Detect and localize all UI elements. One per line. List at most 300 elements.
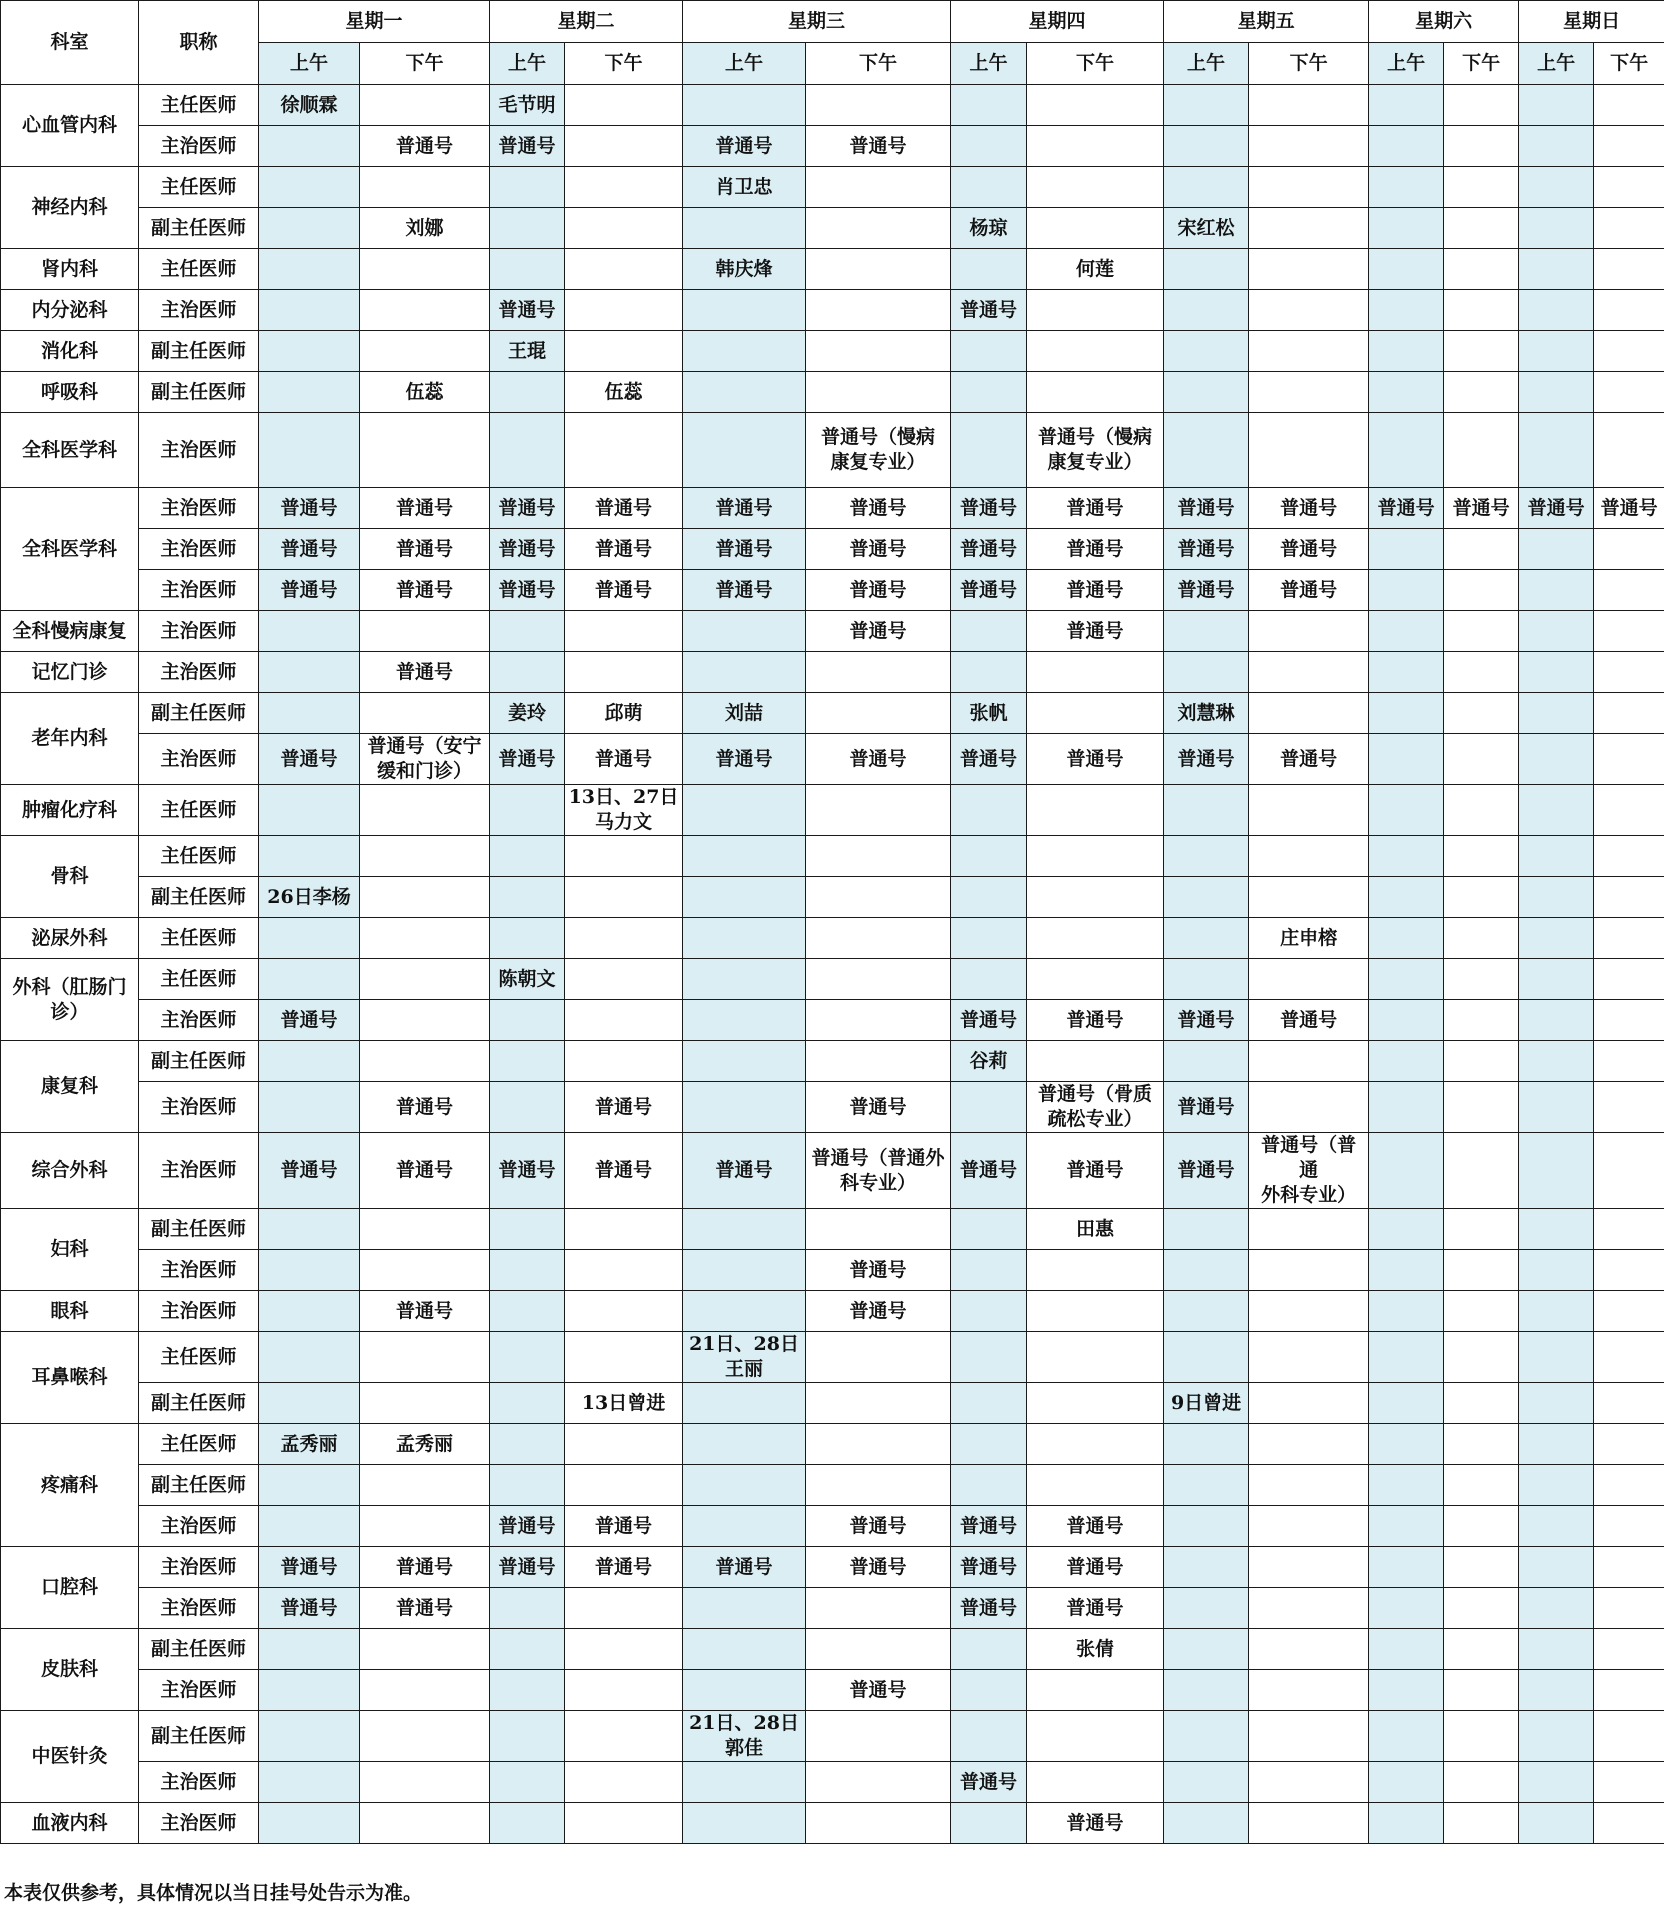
morning-slot-cell: 21日、28日 王丽 (683, 1332, 806, 1383)
table-row (1, 413, 1664, 488)
afternoon-slot-cell (565, 836, 683, 877)
doctor-title-cell: 主治医师 (139, 1082, 259, 1133)
afternoon-slot-cell: 普通号 (806, 570, 951, 611)
afternoon-slot-cell (806, 1383, 951, 1424)
afternoon-header: 下午 (806, 43, 951, 85)
morning-slot-cell (1519, 331, 1594, 372)
afternoon-slot-cell (1594, 126, 1664, 167)
morning-slot-cell (1519, 1629, 1594, 1670)
morning-slot-cell (1369, 734, 1444, 785)
morning-slot-cell (490, 1209, 565, 1250)
morning-slot-cell (683, 85, 806, 126)
morning-slot-cell: 杨琼 (951, 208, 1027, 249)
table-row (1, 570, 1664, 611)
morning-slot-cell (1369, 126, 1444, 167)
afternoon-slot-cell (1027, 85, 1164, 126)
afternoon-slot-cell: 普通号 (1027, 611, 1164, 652)
morning-slot-cell (259, 1291, 360, 1332)
afternoon-slot-cell (1027, 1291, 1164, 1332)
doctor-title-cell: 主治医师 (139, 1133, 259, 1209)
afternoon-slot-cell (806, 1000, 951, 1041)
morning-slot-cell (1519, 1332, 1594, 1383)
afternoon-slot-cell: 普通号 (806, 1670, 951, 1711)
table-row (1, 85, 1664, 126)
morning-slot-cell (1164, 1711, 1249, 1762)
doctor-title-cell: 主任医师 (139, 167, 259, 208)
afternoon-slot-cell (1444, 1383, 1519, 1424)
morning-slot-cell: 普通号 (951, 1506, 1027, 1547)
morning-slot-cell (490, 836, 565, 877)
afternoon-slot-cell: 普通号 (1027, 734, 1164, 785)
morning-slot-cell (1164, 85, 1249, 126)
afternoon-slot-cell (1444, 1332, 1519, 1383)
afternoon-slot-cell (1249, 959, 1369, 1000)
morning-slot-cell (490, 1250, 565, 1291)
morning-slot-cell (951, 1670, 1027, 1711)
afternoon-slot-cell (360, 1506, 490, 1547)
department-cell: 泌尿外科 (1, 918, 139, 959)
afternoon-slot-cell (1027, 1424, 1164, 1465)
morning-slot-cell (490, 1383, 565, 1424)
table-row (1, 1670, 1664, 1711)
doctor-title-cell: 主任医师 (139, 836, 259, 877)
doctor-title-cell: 主治医师 (139, 611, 259, 652)
afternoon-slot-cell (1594, 372, 1664, 413)
morning-slot-cell (1369, 290, 1444, 331)
morning-slot-cell (1369, 529, 1444, 570)
morning-slot-cell (1164, 1332, 1249, 1383)
morning-slot-cell (1519, 1670, 1594, 1711)
table-row (1, 785, 1664, 836)
afternoon-slot-cell (360, 1250, 490, 1291)
afternoon-slot-cell (1594, 1629, 1664, 1670)
afternoon-slot-cell (360, 1711, 490, 1762)
morning-slot-cell: 普通号 (683, 1547, 806, 1588)
morning-slot-cell: 普通号 (490, 1133, 565, 1209)
morning-slot-cell (951, 126, 1027, 167)
afternoon-slot-cell (1594, 1670, 1664, 1711)
morning-slot-cell (683, 372, 806, 413)
morning-slot-cell (259, 331, 360, 372)
morning-slot-cell: 普通号 (683, 734, 806, 785)
afternoon-slot-cell (1249, 413, 1369, 488)
morning-slot-cell: 普通号 (490, 529, 565, 570)
afternoon-slot-cell: 普通号 (1249, 529, 1369, 570)
doctor-title-cell: 主治医师 (139, 1803, 259, 1844)
morning-slot-cell (1519, 836, 1594, 877)
afternoon-slot-cell (1594, 785, 1664, 836)
morning-slot-cell: 普通号 (1164, 570, 1249, 611)
morning-slot-cell: 普通号 (1164, 529, 1249, 570)
afternoon-slot-cell (1594, 611, 1664, 652)
afternoon-slot-cell (1594, 1383, 1664, 1424)
morning-slot-cell (951, 1332, 1027, 1383)
doctor-title-cell: 副主任医师 (139, 1209, 259, 1250)
afternoon-slot-cell: 普通号 (806, 1250, 951, 1291)
afternoon-slot-cell: 普通号（骨质 疏松专业） (1027, 1082, 1164, 1133)
afternoon-slot-cell (1594, 1082, 1664, 1133)
doctor-title-cell: 副主任医师 (139, 1041, 259, 1082)
afternoon-slot-cell: 普通号 (1027, 1506, 1164, 1547)
morning-slot-cell (259, 208, 360, 249)
morning-slot-cell (951, 611, 1027, 652)
afternoon-slot-cell (1444, 1000, 1519, 1041)
afternoon-slot-cell (1594, 836, 1664, 877)
morning-slot-cell (1519, 167, 1594, 208)
table-row (1, 1332, 1664, 1383)
morning-slot-cell: 谷莉 (951, 1041, 1027, 1082)
afternoon-slot-cell (1027, 836, 1164, 877)
table-row (1, 208, 1664, 249)
morning-slot-cell (259, 1209, 360, 1250)
afternoon-slot-cell (1027, 1041, 1164, 1082)
afternoon-slot-cell (565, 1465, 683, 1506)
afternoon-slot-cell (1444, 1465, 1519, 1506)
afternoon-slot-cell (360, 1670, 490, 1711)
day-header: 星期二 (490, 1, 683, 43)
afternoon-slot-cell (806, 785, 951, 836)
afternoon-slot-cell (1444, 1041, 1519, 1082)
afternoon-slot-cell (806, 290, 951, 331)
afternoon-slot-cell: 普通号 (1249, 734, 1369, 785)
afternoon-slot-cell (1594, 331, 1664, 372)
afternoon-slot-cell (1444, 734, 1519, 785)
afternoon-slot-cell: 普通号 (1027, 570, 1164, 611)
table-row (1, 836, 1664, 877)
morning-slot-cell (683, 331, 806, 372)
afternoon-slot-cell: 邱萌 (565, 693, 683, 734)
afternoon-slot-cell (1027, 372, 1164, 413)
morning-slot-cell: 普通号 (951, 1133, 1027, 1209)
morning-slot-cell (1519, 959, 1594, 1000)
morning-slot-cell: 王琨 (490, 331, 565, 372)
afternoon-slot-cell (806, 693, 951, 734)
afternoon-slot-cell (360, 167, 490, 208)
afternoon-slot-cell (1594, 652, 1664, 693)
morning-slot-cell (259, 372, 360, 413)
morning-slot-cell (1519, 1250, 1594, 1291)
afternoon-slot-cell (1249, 785, 1369, 836)
afternoon-slot-cell (1249, 1803, 1369, 1844)
morning-slot-cell (951, 1711, 1027, 1762)
morning-slot-cell (683, 1000, 806, 1041)
morning-header: 上午 (951, 43, 1027, 85)
afternoon-slot-cell (1027, 652, 1164, 693)
afternoon-slot-cell: 张倩 (1027, 1629, 1164, 1670)
morning-slot-cell (1519, 1133, 1594, 1209)
morning-slot-cell (1519, 1547, 1594, 1588)
morning-slot-cell (1369, 785, 1444, 836)
morning-slot-cell: 普通号 (683, 529, 806, 570)
morning-slot-cell (1369, 413, 1444, 488)
department-cell: 消化科 (1, 331, 139, 372)
morning-slot-cell: 普通号 (1369, 488, 1444, 529)
afternoon-slot-cell (1594, 693, 1664, 734)
afternoon-slot-cell (1594, 1291, 1664, 1332)
table-row (1, 1762, 1664, 1803)
morning-slot-cell: 普通号 (683, 570, 806, 611)
morning-slot-cell (683, 959, 806, 1000)
afternoon-slot-cell: 普通号 (806, 734, 951, 785)
morning-slot-cell (490, 413, 565, 488)
morning-slot-cell (259, 785, 360, 836)
morning-slot-cell (1369, 1082, 1444, 1133)
afternoon-slot-cell (360, 877, 490, 918)
doctor-title-cell: 副主任医师 (139, 693, 259, 734)
afternoon-slot-cell (360, 611, 490, 652)
table-row (1, 1465, 1664, 1506)
afternoon-slot-cell (1444, 652, 1519, 693)
doctor-title-cell: 主治医师 (139, 488, 259, 529)
afternoon-slot-cell: 普通号 (565, 734, 683, 785)
morning-slot-cell (683, 1041, 806, 1082)
afternoon-slot-cell (1594, 918, 1664, 959)
morning-slot-cell (1164, 1250, 1249, 1291)
afternoon-slot-cell (1444, 693, 1519, 734)
morning-slot-cell (951, 413, 1027, 488)
afternoon-slot-cell (806, 167, 951, 208)
doctor-title-cell: 副主任医师 (139, 208, 259, 249)
afternoon-slot-cell (1594, 1465, 1664, 1506)
morning-slot-cell (1369, 918, 1444, 959)
table-row (1, 1547, 1664, 1588)
afternoon-slot-cell (806, 1803, 951, 1844)
department-cell: 肿瘤化疗科 (1, 785, 139, 836)
afternoon-slot-cell (1594, 1332, 1664, 1383)
department-cell: 神经内科 (1, 167, 139, 249)
morning-slot-cell (490, 1291, 565, 1332)
afternoon-slot-cell (1594, 570, 1664, 611)
afternoon-slot-cell (565, 1424, 683, 1465)
afternoon-slot-cell: 普通号 (565, 1133, 683, 1209)
morning-slot-cell: 普通号 (1519, 488, 1594, 529)
morning-slot-cell (490, 1332, 565, 1383)
morning-slot-cell (951, 959, 1027, 1000)
afternoon-header: 下午 (1249, 43, 1369, 85)
morning-slot-cell (683, 836, 806, 877)
afternoon-slot-cell (1444, 290, 1519, 331)
morning-slot-cell: 普通号 (1164, 734, 1249, 785)
morning-slot-cell: 普通号 (259, 570, 360, 611)
afternoon-slot-cell (806, 877, 951, 918)
morning-slot-cell: 普通号 (683, 488, 806, 529)
afternoon-slot-cell: 普通号 (1444, 488, 1519, 529)
morning-slot-cell (259, 1082, 360, 1133)
morning-slot-cell (490, 208, 565, 249)
morning-slot-cell (1369, 331, 1444, 372)
afternoon-slot-cell (1444, 959, 1519, 1000)
morning-slot-cell (951, 1250, 1027, 1291)
afternoon-slot-cell: 普通号 (1249, 1000, 1369, 1041)
doctor-title-cell: 主治医师 (139, 1762, 259, 1803)
morning-slot-cell (1519, 1209, 1594, 1250)
afternoon-slot-cell (360, 290, 490, 331)
afternoon-slot-cell: 普通号（慢病 康复专业） (806, 413, 951, 488)
table-row (1, 249, 1664, 290)
morning-slot-cell (1369, 1041, 1444, 1082)
afternoon-slot-cell (806, 85, 951, 126)
afternoon-slot-cell (360, 785, 490, 836)
morning-slot-cell (259, 611, 360, 652)
doctor-title-cell: 主治医师 (139, 1588, 259, 1629)
afternoon-slot-cell (360, 85, 490, 126)
afternoon-slot-cell: 何莲 (1027, 249, 1164, 290)
morning-slot-cell: 孟秀丽 (259, 1424, 360, 1465)
morning-slot-cell (951, 249, 1027, 290)
doctor-title-cell: 主治医师 (139, 413, 259, 488)
doctor-title-cell: 主治医师 (139, 1291, 259, 1332)
morning-slot-cell (1369, 1588, 1444, 1629)
morning-slot-cell: 普通号 (259, 488, 360, 529)
department-cell: 心血管内科 (1, 85, 139, 167)
morning-slot-cell (490, 918, 565, 959)
morning-slot-cell (1164, 1424, 1249, 1465)
afternoon-slot-cell: 普通号 (1027, 1000, 1164, 1041)
afternoon-slot-cell (1027, 1465, 1164, 1506)
morning-slot-cell (1369, 1291, 1444, 1332)
afternoon-slot-cell (360, 249, 490, 290)
afternoon-slot-cell (1444, 331, 1519, 372)
day-header: 星期五 (1164, 1, 1369, 43)
morning-slot-cell (1519, 652, 1594, 693)
afternoon-slot-cell: 普通号 (565, 488, 683, 529)
morning-slot-cell (683, 918, 806, 959)
morning-slot-cell (951, 1465, 1027, 1506)
morning-slot-cell: 普通号 (259, 1588, 360, 1629)
afternoon-slot-cell (1249, 1711, 1369, 1762)
afternoon-slot-cell (806, 1332, 951, 1383)
afternoon-slot-cell (1594, 959, 1664, 1000)
doctor-title-cell: 主任医师 (139, 1424, 259, 1465)
afternoon-slot-cell (1444, 1082, 1519, 1133)
morning-slot-cell: 韩庆烽 (683, 249, 806, 290)
morning-slot-cell (1519, 1424, 1594, 1465)
morning-slot-cell (951, 1803, 1027, 1844)
afternoon-slot-cell (1249, 290, 1369, 331)
morning-slot-cell (1164, 1465, 1249, 1506)
afternoon-slot-cell (806, 331, 951, 372)
afternoon-slot-cell (565, 126, 683, 167)
afternoon-slot-cell: 普通号 (565, 1082, 683, 1133)
morning-slot-cell (683, 652, 806, 693)
morning-slot-cell (1519, 877, 1594, 918)
afternoon-slot-cell (360, 1383, 490, 1424)
afternoon-slot-cell (565, 1762, 683, 1803)
morning-slot-cell (951, 1424, 1027, 1465)
morning-slot-cell (1164, 836, 1249, 877)
afternoon-slot-cell (565, 249, 683, 290)
afternoon-slot-cell: 刘娜 (360, 208, 490, 249)
afternoon-slot-cell (360, 918, 490, 959)
afternoon-slot-cell (360, 1209, 490, 1250)
afternoon-slot-cell (1027, 959, 1164, 1000)
morning-slot-cell (1519, 249, 1594, 290)
morning-slot-cell: 26日李杨 (259, 877, 360, 918)
afternoon-slot-cell: 普通号 (1249, 488, 1369, 529)
morning-slot-cell (490, 1629, 565, 1670)
department-cell: 老年内科 (1, 693, 139, 785)
morning-slot-cell (490, 1424, 565, 1465)
afternoon-slot-cell (1444, 1803, 1519, 1844)
title-column-header: 职称 (139, 1, 259, 85)
doctor-title-cell: 主治医师 (139, 1506, 259, 1547)
morning-slot-cell (490, 1465, 565, 1506)
morning-slot-cell (683, 1803, 806, 1844)
morning-slot-cell (951, 1291, 1027, 1332)
afternoon-slot-cell: 普通号 (1027, 488, 1164, 529)
morning-slot-cell (1369, 1209, 1444, 1250)
morning-slot-cell: 普通号 (490, 570, 565, 611)
afternoon-slot-cell: 普通号 (360, 529, 490, 570)
afternoon-slot-cell: 普通号 (806, 1082, 951, 1133)
afternoon-slot-cell: 普通号 (1594, 488, 1664, 529)
afternoon-slot-cell (565, 208, 683, 249)
morning-slot-cell (683, 1588, 806, 1629)
table-row (1, 1803, 1664, 1844)
department-cell: 内分泌科 (1, 290, 139, 331)
afternoon-slot-cell (1027, 290, 1164, 331)
morning-slot-cell (683, 208, 806, 249)
afternoon-slot-cell (1444, 1711, 1519, 1762)
afternoon-slot-cell (1249, 877, 1369, 918)
morning-slot-cell (951, 1383, 1027, 1424)
morning-header: 上午 (259, 43, 360, 85)
afternoon-slot-cell (565, 652, 683, 693)
afternoon-slot-cell (360, 1000, 490, 1041)
morning-slot-cell (683, 1670, 806, 1711)
morning-slot-cell (1519, 290, 1594, 331)
doctor-title-cell: 主治医师 (139, 734, 259, 785)
morning-slot-cell: 普通号 (1164, 1082, 1249, 1133)
morning-slot-cell (1519, 1082, 1594, 1133)
afternoon-slot-cell: 普通号 (565, 529, 683, 570)
afternoon-slot-cell (1444, 918, 1519, 959)
morning-slot-cell (1369, 1000, 1444, 1041)
morning-slot-cell (259, 1762, 360, 1803)
afternoon-slot-cell: 伍蕊 (360, 372, 490, 413)
afternoon-header: 下午 (565, 43, 683, 85)
afternoon-slot-cell (565, 918, 683, 959)
doctor-title-cell: 主治医师 (139, 290, 259, 331)
afternoon-slot-cell: 普通号 (1249, 570, 1369, 611)
afternoon-slot-cell: 普通号 (806, 1547, 951, 1588)
table-row (1, 126, 1664, 167)
morning-slot-cell (1519, 1041, 1594, 1082)
morning-slot-cell (1519, 126, 1594, 167)
afternoon-slot-cell (1027, 1762, 1164, 1803)
morning-slot-cell (1164, 611, 1249, 652)
morning-slot-cell (951, 167, 1027, 208)
morning-slot-cell (1519, 693, 1594, 734)
morning-slot-cell (1519, 1383, 1594, 1424)
morning-slot-cell: 刘喆 (683, 693, 806, 734)
afternoon-slot-cell (1594, 1506, 1664, 1547)
morning-slot-cell (259, 918, 360, 959)
morning-slot-cell (490, 1041, 565, 1082)
afternoon-slot-cell: 普通号 (360, 1588, 490, 1629)
doctor-title-cell: 副主任医师 (139, 877, 259, 918)
morning-header: 上午 (1369, 43, 1444, 85)
afternoon-slot-cell (1027, 785, 1164, 836)
afternoon-slot-cell (806, 208, 951, 249)
morning-slot-cell: 普通号 (951, 488, 1027, 529)
morning-slot-cell (1369, 85, 1444, 126)
afternoon-slot-cell (565, 1250, 683, 1291)
afternoon-slot-cell (1249, 1250, 1369, 1291)
morning-slot-cell (1164, 1629, 1249, 1670)
afternoon-slot-cell (1594, 1209, 1664, 1250)
afternoon-slot-cell (360, 1332, 490, 1383)
